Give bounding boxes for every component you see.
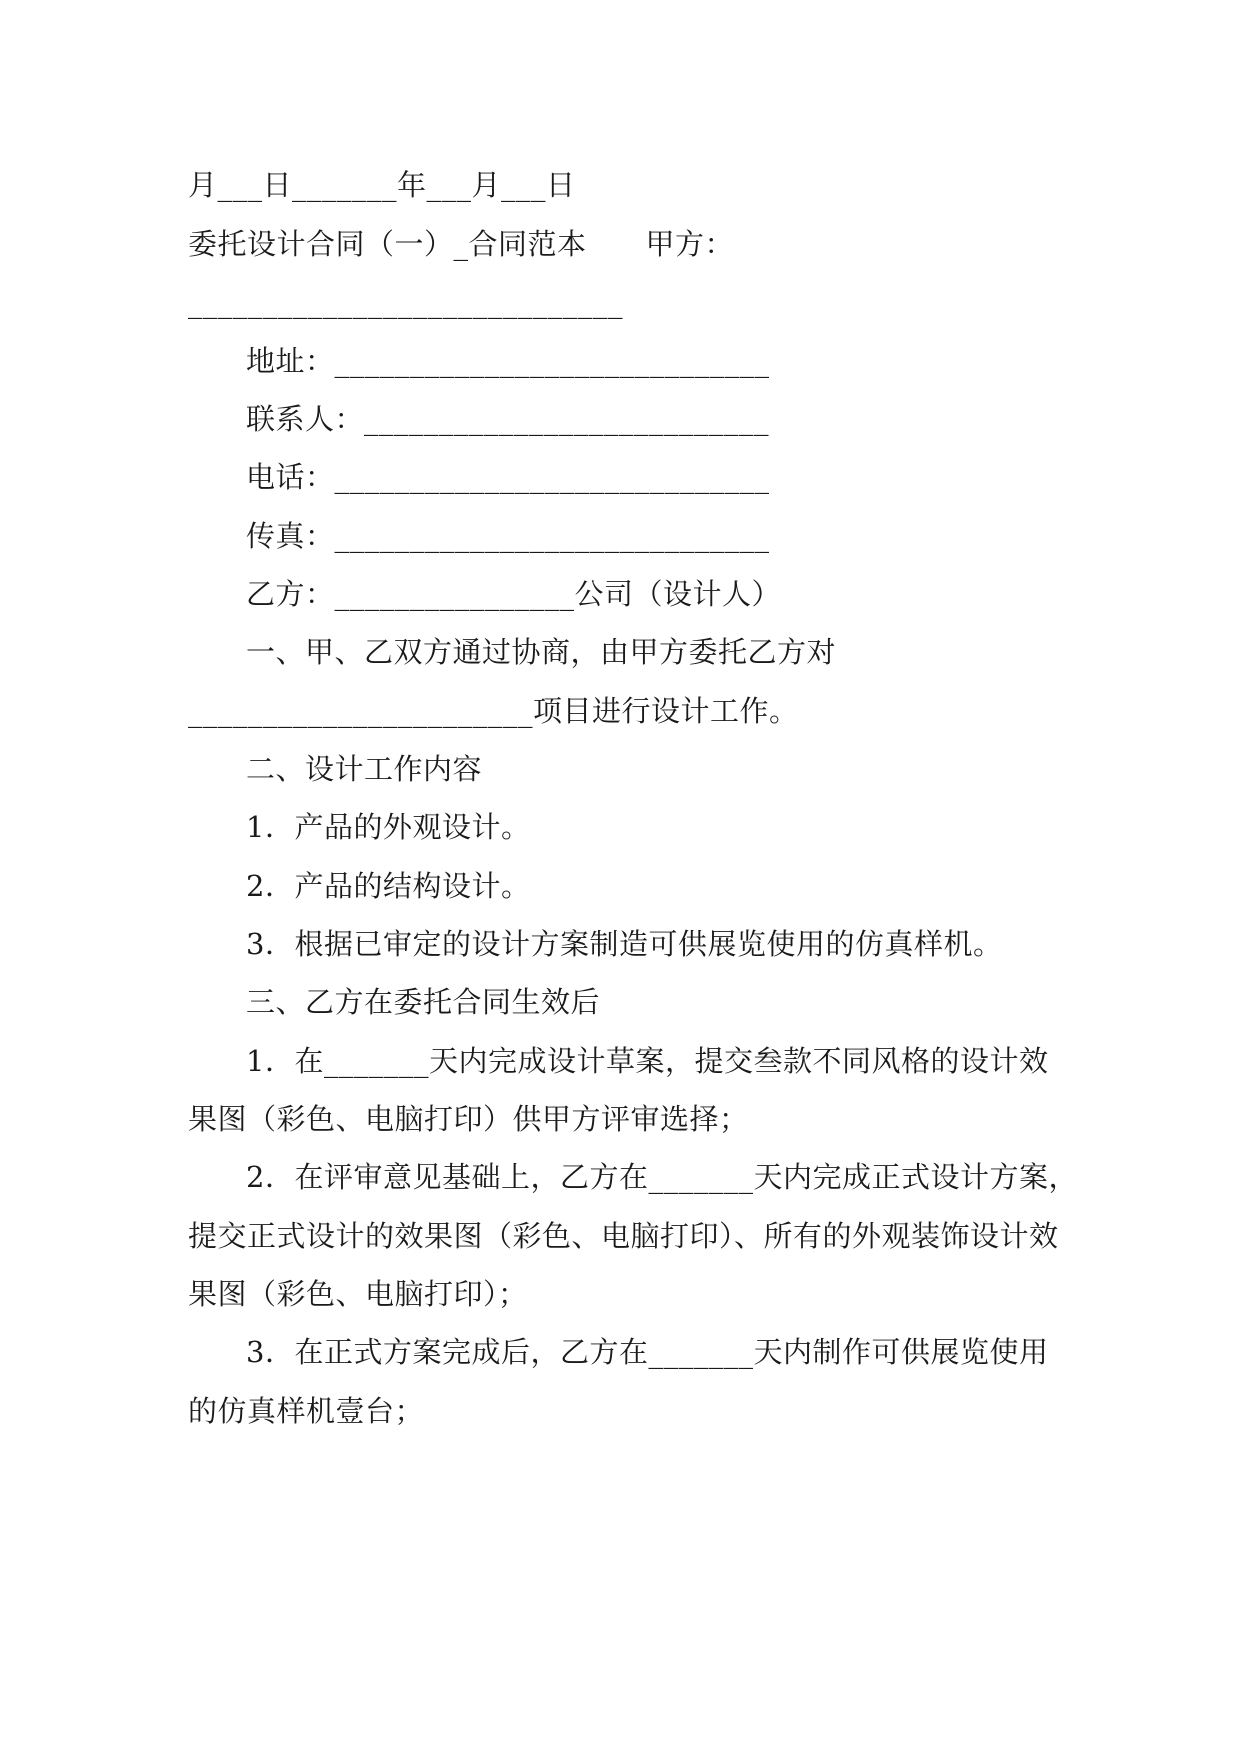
section-3-item-2: 2．在评审意见基础上，乙方在_______天内完成正式设计方案， (246, 1160, 1078, 1194)
party-b-field: 乙方：________________公司（设计人） (246, 577, 782, 611)
party-a-blank-line: _____________________________ (188, 285, 623, 319)
section-3-item-1: 1．在_______天内完成设计草案，提交叁款不同风格的设计效 (246, 1044, 1049, 1078)
clause-1-continuation: _______________________项目进行设计工作。 (188, 694, 799, 728)
section-2-item-1: 1．产品的外观设计。 (246, 810, 531, 844)
contact-person-field: 联系人：___________________________ (246, 402, 770, 436)
section-2-item-3: 3．根据已审定的设计方案制造可供展览使用的仿真样机。 (246, 927, 1003, 961)
section-3-heading: 三、乙方在委托合同生效后 (246, 985, 601, 1019)
section-2-item-2: 2．产品的结构设计。 (246, 869, 531, 903)
clause-1-line: 一、甲、乙双方通过协商，由甲方委托乙方对 (246, 635, 837, 669)
section-3-item-3-continuation: 的仿真样机壹台； (188, 1394, 425, 1428)
section-2-heading: 二、设计工作内容 (246, 752, 483, 786)
section-3-item-1-continuation: 果图（彩色、电脑打印）供甲方评审选择； (188, 1102, 749, 1136)
fax-field: 传真：_____________________________ (246, 519, 770, 553)
phone-field: 电话：_____________________________ (246, 460, 770, 494)
section-3-item-2-continuation-1: 提交正式设计的效果图（彩色、电脑打印）、所有的外观装饰设计效 (188, 1219, 1059, 1253)
section-3-item-2-continuation-2: 果图（彩色、电脑打印）； (188, 1277, 528, 1311)
contract-title-line: 委托设计合同（一）_合同范本 甲方： (188, 227, 735, 261)
date-line: 月___日_______年___月___日 (188, 168, 576, 202)
section-3-item-3: 3．在正式方案完成后，乙方在_______天内制作可供展览使用 (246, 1335, 1049, 1369)
address-field: 地址：_____________________________ (246, 344, 770, 378)
